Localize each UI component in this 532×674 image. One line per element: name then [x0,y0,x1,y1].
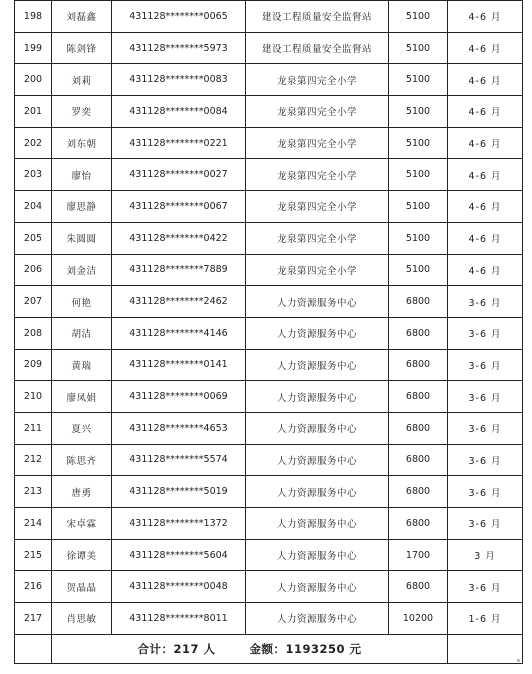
id-number-cell: 431128********0083 [112,64,246,96]
table-row [15,254,523,286]
subsidy-amount-cell: 6800 [389,508,448,540]
work-unit-cell: 建设工程质量安全监督站 [246,1,389,33]
person-name-cell: 黄瑞 [52,349,112,381]
total-blank-cell-end [448,634,523,663]
table-row [15,349,523,381]
subsidy-amount-cell: 5100 [389,222,448,254]
id-number-cell: 431128********2462 [112,286,246,318]
subsidy-amount-cell: 5100 [389,32,448,64]
subsidy-amount-cell: 5100 [389,1,448,33]
work-unit-cell: 人力资源服务中心 [246,317,389,349]
id-number-cell: 431128********0027 [112,159,246,191]
subsidy-amount-cell: 6800 [389,444,448,476]
table-row [15,191,523,223]
row-number-cell: 202 [15,127,52,159]
table-row [15,1,523,33]
id-number-cell: 431128********0141 [112,349,246,381]
row-number-cell: 205 [15,222,52,254]
row-number-cell: 206 [15,254,52,286]
work-unit-cell: 龙泉第四完全小学 [246,159,389,191]
subsidy-amount-cell: 6800 [389,476,448,508]
table-row [15,603,523,635]
row-number-cell: 200 [15,64,52,96]
id-number-cell: 431128********0065 [112,1,246,33]
person-name-cell: 廖怡 [52,159,112,191]
subsidy-period-cell: 3-6 月 [448,349,523,381]
table-row [15,508,523,540]
id-number-cell: 431128********0422 [112,222,246,254]
table-row [15,127,523,159]
person-name-cell: 夏兴 [52,412,112,444]
row-number-cell: 198 [15,1,52,33]
subsidy-amount-cell: 1700 [389,539,448,571]
work-unit-cell: 龙泉第四完全小学 [246,191,389,223]
work-unit-cell: 人力资源服务中心 [246,508,389,540]
subsidy-period-cell: 3-6 月 [448,317,523,349]
table-row [15,32,523,64]
work-unit-cell: 人力资源服务中心 [246,539,389,571]
row-number-cell: 214 [15,508,52,540]
subsidy-amount-cell: 5100 [389,64,448,96]
id-number-cell: 431128********7889 [112,254,246,286]
subsidy-amount-cell: 6800 [389,286,448,318]
subsidy-amount-cell: 6800 [389,381,448,413]
row-number-cell: 212 [15,444,52,476]
row-number-cell: 208 [15,317,52,349]
row-number-cell: 215 [15,539,52,571]
person-name-cell: 何艳 [52,286,112,318]
row-number-cell: 217 [15,603,52,635]
work-unit-cell: 建设工程质量安全监督站 [246,32,389,64]
subsidy-amount-cell: 6800 [389,317,448,349]
row-number-cell: 207 [15,286,52,318]
work-unit-cell: 龙泉第四完全小学 [246,222,389,254]
work-unit-cell: 龙泉第四完全小学 [246,64,389,96]
work-unit-cell: 人力资源服务中心 [246,286,389,318]
work-unit-cell: 龙泉第四完全小学 [246,127,389,159]
subsidy-period-cell: 1-6 月 [448,603,523,635]
subsidy-period-cell: 3-6 月 [448,381,523,413]
subsidy-amount-cell: 10200 [389,603,448,635]
table-row [15,96,523,128]
subsidy-table [14,0,523,664]
work-unit-cell: 人力资源服务中心 [246,349,389,381]
person-name-cell: 廖思静 [52,191,112,223]
table-row [15,539,523,571]
total-row [15,634,523,663]
work-unit-cell: 人力资源服务中心 [246,381,389,413]
subsidy-period-cell: 4-6 月 [448,127,523,159]
row-number-cell: 213 [15,476,52,508]
subsidy-period-cell: 4-6 月 [448,64,523,96]
work-unit-cell: 人力资源服务中心 [246,476,389,508]
id-number-cell: 431128********0221 [112,127,246,159]
subsidy-amount-cell: 5100 [389,254,448,286]
table-row [15,317,523,349]
work-unit-cell: 人力资源服务中心 [246,444,389,476]
work-unit-cell: 龙泉第四完全小学 [246,96,389,128]
table-row [15,159,523,191]
work-unit-cell: 龙泉第四完全小学 [246,254,389,286]
subsidy-period-cell: 4-6 月 [448,32,523,64]
person-name-cell: 胡洁 [52,317,112,349]
subsidy-amount-cell: 6800 [389,412,448,444]
total-summary-cell [52,634,448,663]
person-name-cell: 陈剑锋 [52,32,112,64]
id-number-cell: 431128********5604 [112,539,246,571]
work-unit-cell: 人力资源服务中心 [246,571,389,603]
id-number-cell: 431128********1372 [112,508,246,540]
subsidy-amount-cell: 5100 [389,127,448,159]
subsidy-period-cell: 4-6 月 [448,96,523,128]
person-name-cell: 陈思齐 [52,444,112,476]
subsidy-amount-cell: 6800 [389,571,448,603]
id-number-cell: 431128********4146 [112,317,246,349]
work-unit-cell: 人力资源服务中心 [246,412,389,444]
id-number-cell: 431128********5019 [112,476,246,508]
table-row [15,64,523,96]
id-number-cell: 431128********4653 [112,412,246,444]
person-name-cell: 廖凤娟 [52,381,112,413]
table-row [15,381,523,413]
subsidy-period-cell: 4-6 月 [448,159,523,191]
id-number-cell: 431128********5973 [112,32,246,64]
subsidy-period-cell: 3-6 月 [448,444,523,476]
person-name-cell: 刘莉 [52,64,112,96]
person-name-cell: 罗奕 [52,96,112,128]
row-number-cell: 203 [15,159,52,191]
id-number-cell: 431128********0084 [112,96,246,128]
subsidy-period-cell: 3-6 月 [448,412,523,444]
total-blank-cell [15,634,52,663]
person-name-cell: 贺晶晶 [52,571,112,603]
person-name-cell: 刘磊鑫 [52,1,112,33]
corner-mark [517,659,520,662]
person-name-cell: 刘金洁 [52,254,112,286]
subsidy-period-cell: 3-6 月 [448,476,523,508]
person-name-cell: 肖思敏 [52,603,112,635]
person-name-cell: 刘东朝 [52,127,112,159]
row-number-cell: 204 [15,191,52,223]
person-name-cell: 朱圆圆 [52,222,112,254]
subsidy-amount-cell: 5100 [389,96,448,128]
person-name-cell: 宋卓霖 [52,508,112,540]
table-row [15,444,523,476]
row-number-cell: 199 [15,32,52,64]
work-unit-cell: 人力资源服务中心 [246,603,389,635]
id-number-cell: 431128********0067 [112,191,246,223]
table-row [15,571,523,603]
subsidy-amount-cell: 6800 [389,349,448,381]
subsidy-period-cell: 4-6 月 [448,254,523,286]
person-name-cell: 徐谭美 [52,539,112,571]
row-number-cell: 216 [15,571,52,603]
id-number-cell: 431128********0048 [112,571,246,603]
table-body [15,1,523,664]
row-number-cell: 211 [15,412,52,444]
row-number-cell: 210 [15,381,52,413]
row-number-cell: 209 [15,349,52,381]
subsidy-period-cell: 4-6 月 [448,222,523,254]
id-number-cell: 431128********5574 [112,444,246,476]
subsidy-period-cell: 4-6 月 [448,191,523,223]
subsidy-period-cell: 3-6 月 [448,571,523,603]
subsidy-amount-cell: 5100 [389,191,448,223]
subsidy-amount-cell: 5100 [389,159,448,191]
table-row [15,286,523,318]
table-row [15,412,523,444]
person-name-cell: 唐勇 [52,476,112,508]
total-amount: 金额：1193250 元 [249,641,362,656]
table-row [15,222,523,254]
subsidy-period-cell: 3-6 月 [448,508,523,540]
id-number-cell: 431128********0069 [112,381,246,413]
subsidy-period-cell: 3-6 月 [448,286,523,318]
subsidy-period-cell: 4-6 月 [448,1,523,33]
table-row [15,476,523,508]
total-count: 合计：217 人 [137,641,216,656]
row-number-cell: 201 [15,96,52,128]
subsidy-period-cell: 3 月 [448,539,523,571]
id-number-cell: 431128********8011 [112,603,246,635]
